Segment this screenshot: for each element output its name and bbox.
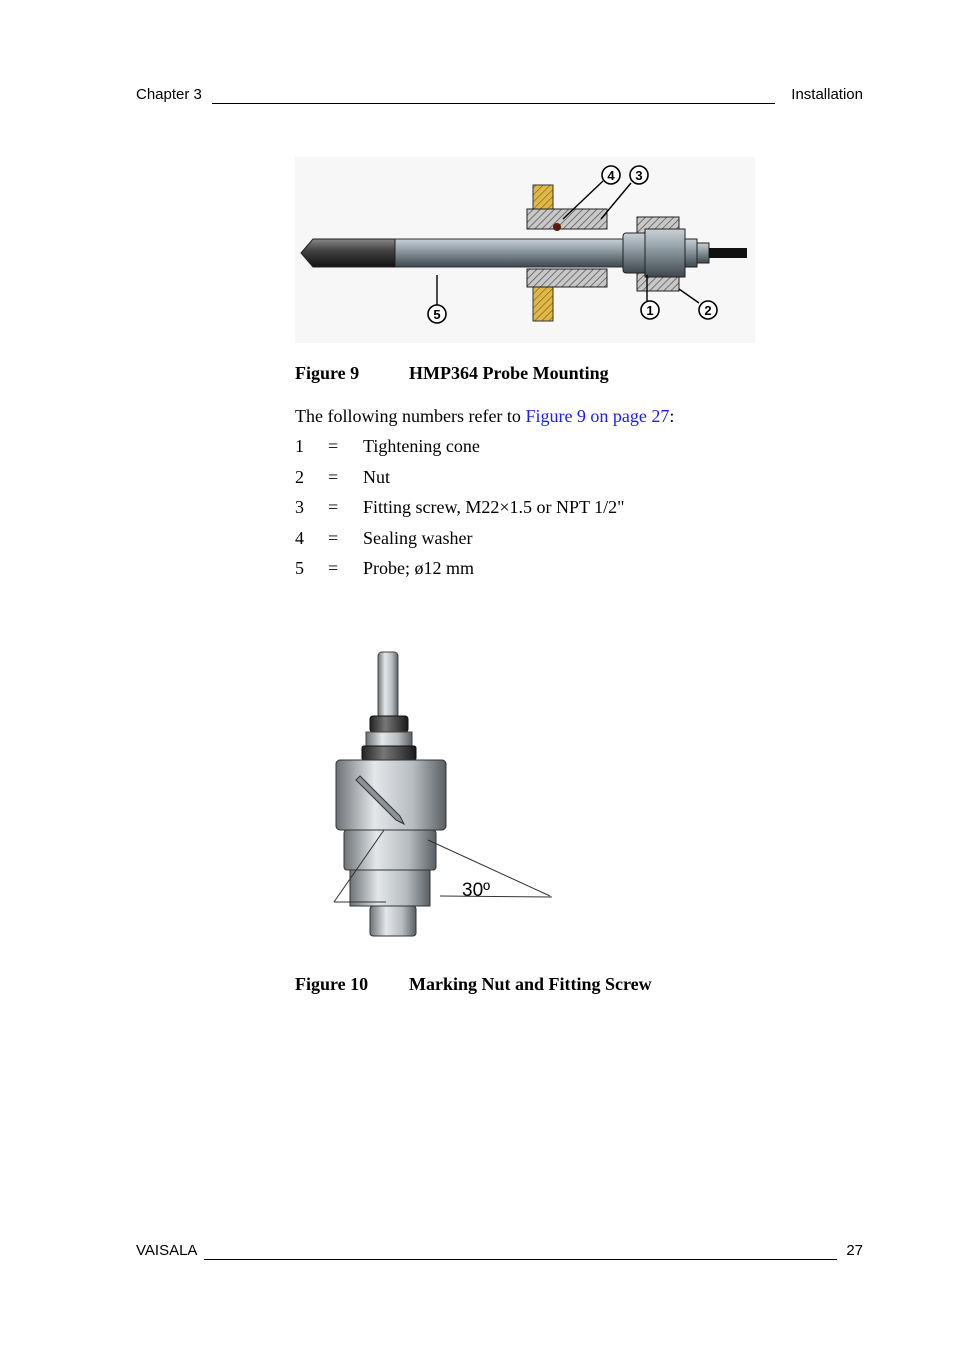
figure-9-link[interactable]: Figure 9 on page 27: [525, 406, 670, 426]
item-number: 5: [295, 558, 304, 578]
list-item: [295, 528, 715, 552]
intro-prefix: The following numbers refer to: [295, 406, 526, 426]
item-equals: =: [328, 558, 339, 578]
item-text: Probe; ø12 mm: [363, 558, 474, 578]
item-number: 4: [295, 528, 304, 548]
item-equals: =: [328, 436, 339, 456]
item-number: 1: [295, 436, 304, 456]
item-text: Nut: [363, 467, 390, 487]
list-item: [295, 467, 715, 491]
item-text: Fitting screw, M22×1.5 or NPT 1/2": [363, 497, 625, 517]
figure-9-label: Figure 9: [295, 363, 360, 383]
item-number: 2: [295, 467, 304, 487]
figure-10-title: Marking Nut and Fitting Screw: [409, 974, 652, 994]
intro-paragraph: [295, 406, 674, 427]
intro-suffix: :: [669, 406, 675, 426]
item-equals: =: [328, 528, 339, 548]
item-equals: =: [328, 497, 339, 517]
figure-10-label: Figure 10: [295, 974, 369, 994]
item-text: Tightening cone: [363, 436, 480, 456]
callout-5: 5: [433, 307, 441, 322]
header-chapter: Chapter 3: [136, 86, 208, 103]
angle-label: 30º: [462, 880, 491, 901]
item-text: Sealing washer: [363, 528, 473, 548]
figure-9-title: HMP364 Probe Mounting: [409, 363, 609, 383]
callout-3: 3: [635, 168, 643, 183]
callout-4: 4: [607, 168, 615, 183]
header-rule: [212, 103, 775, 104]
footer-brand: VAISALA: [136, 1242, 198, 1259]
list-item: [295, 436, 715, 460]
callout-2: 2: [704, 303, 712, 318]
list-item: [295, 497, 715, 521]
page-number: 27: [846, 1242, 863, 1259]
figure-10-marking-illustration: [300, 640, 570, 950]
list-item: [295, 558, 715, 582]
item-equals: =: [328, 467, 339, 487]
page-footer: [136, 1242, 863, 1262]
figure-9-probe-mounting-illustration: [295, 157, 755, 343]
item-number: 3: [295, 497, 304, 517]
page-header: [136, 86, 863, 106]
callout-1: 1: [646, 303, 654, 318]
header-section: Installation: [783, 86, 863, 103]
footer-rule: [204, 1259, 837, 1260]
